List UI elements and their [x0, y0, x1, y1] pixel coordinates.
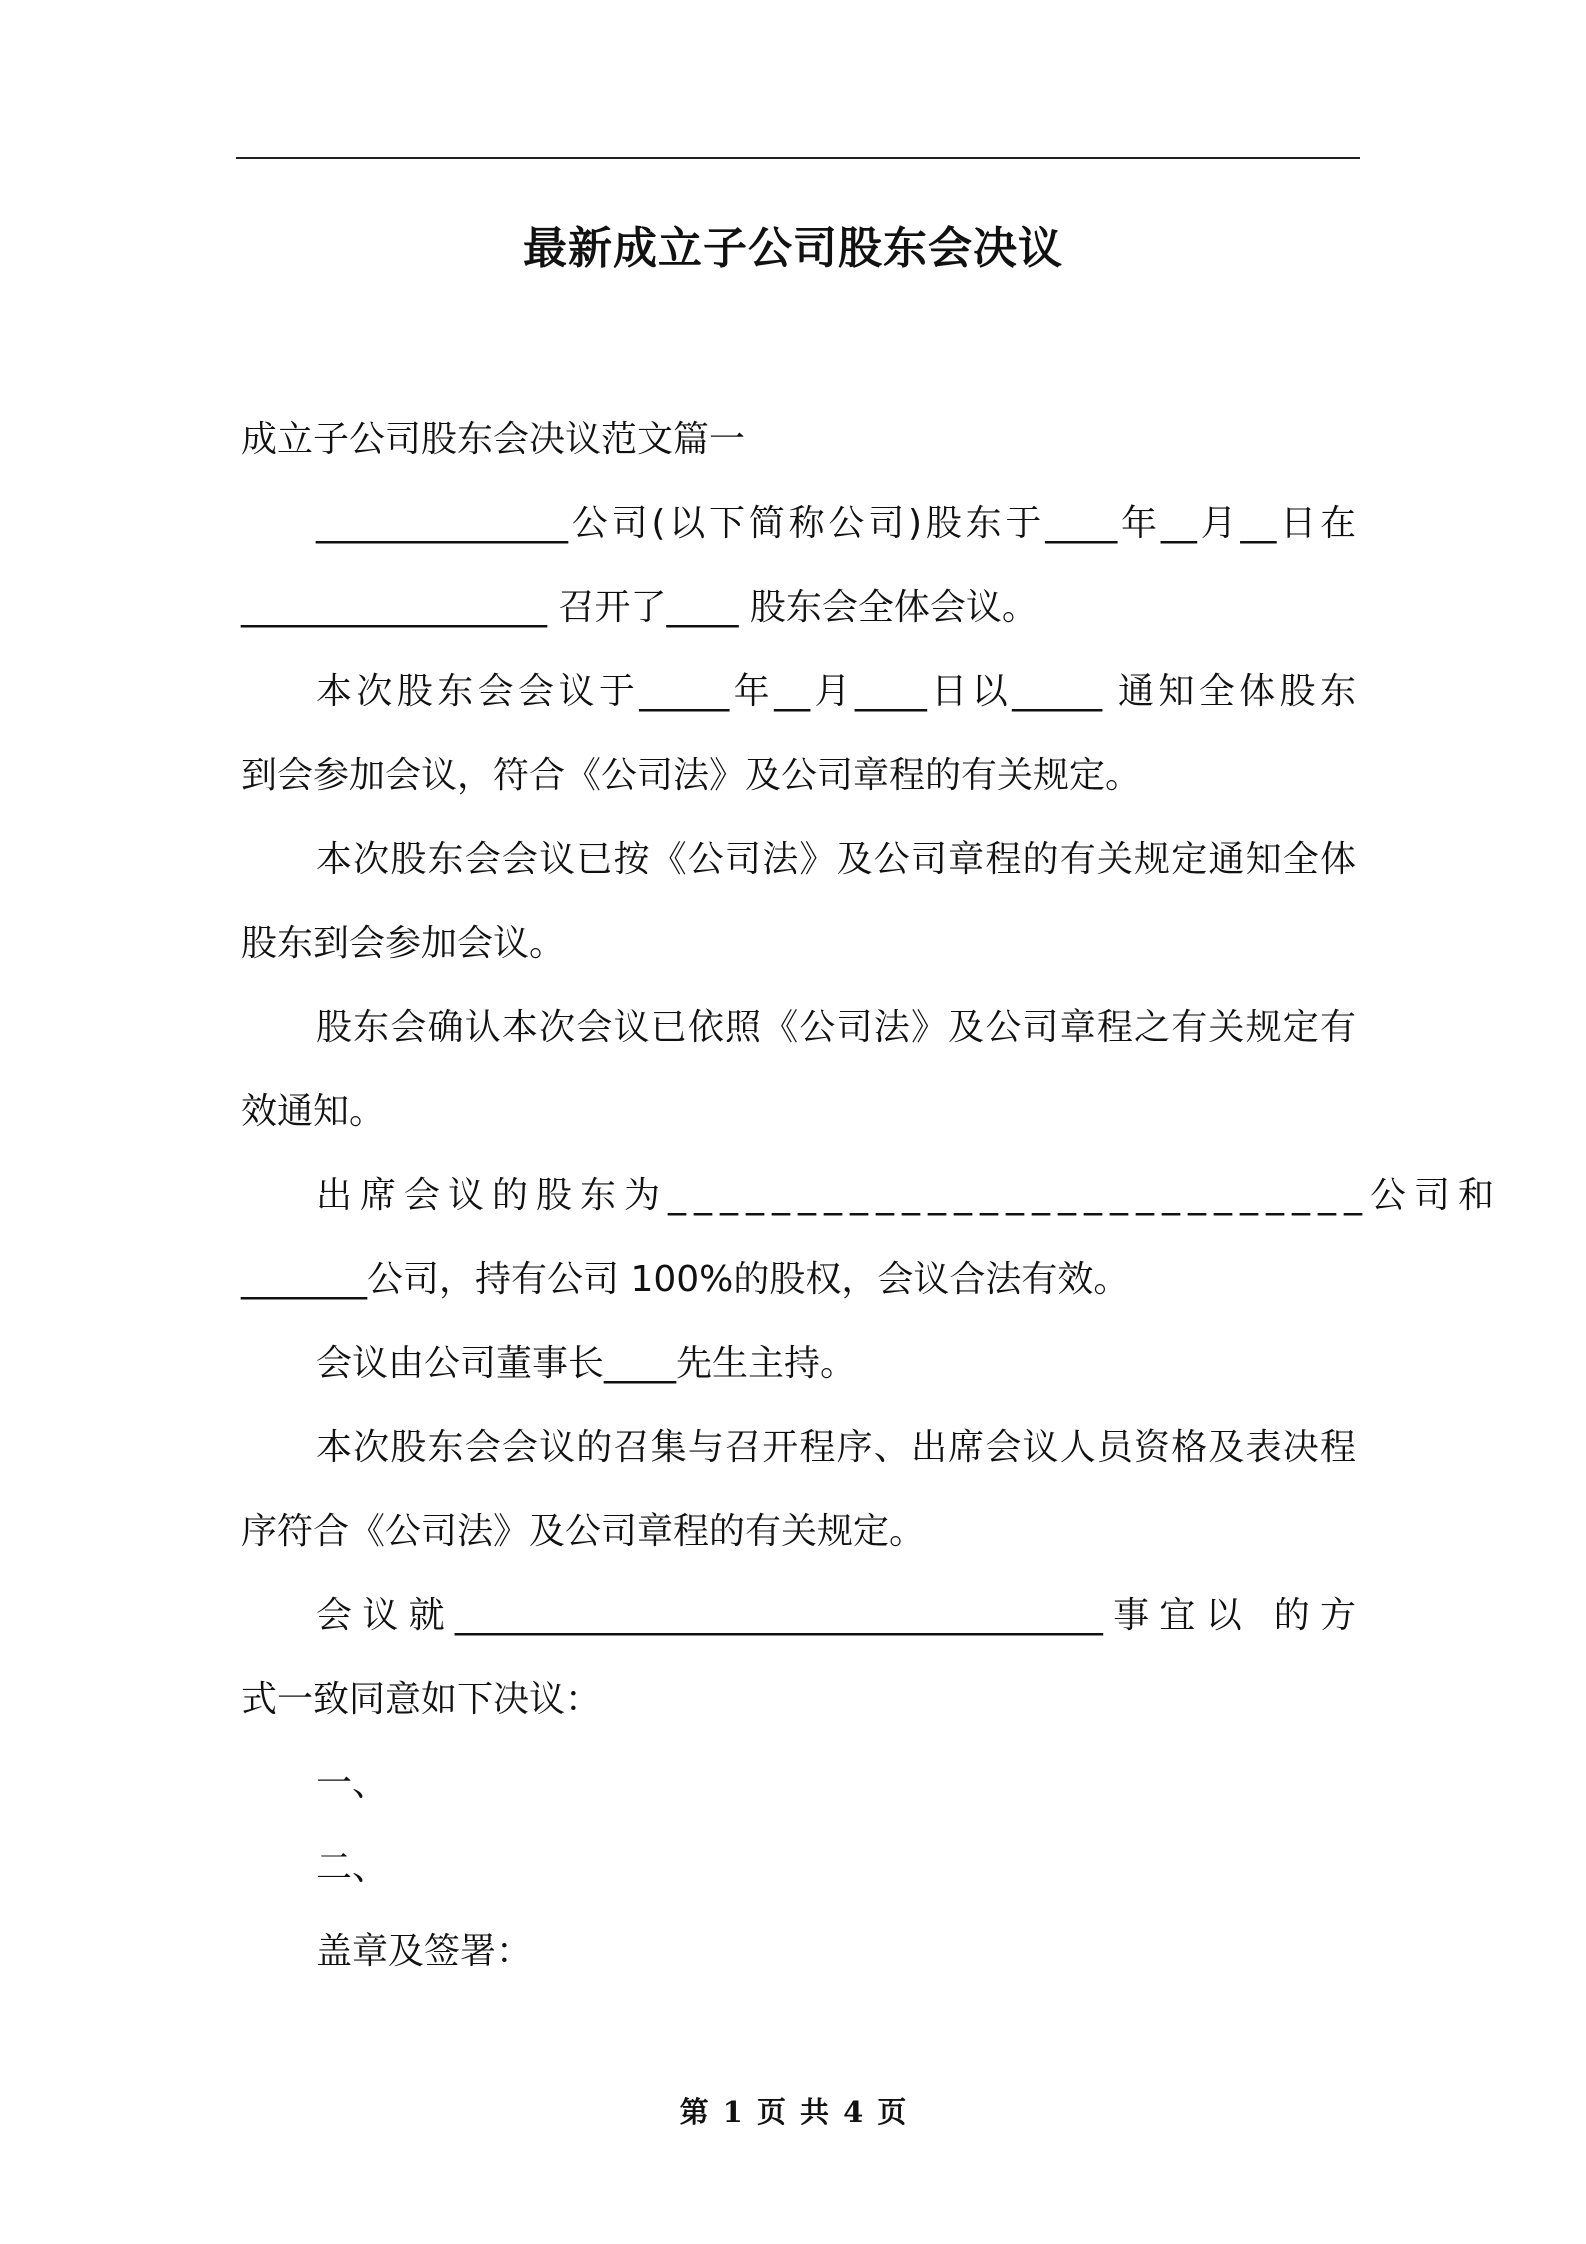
paragraph-line: 式一致同意如下决议：: [241, 1679, 602, 1720]
section-heading: 成立子公司股东会决议范文篇一: [241, 419, 746, 460]
paragraph-line: 到会参加会议，符合《公司法》及公司章程的有关规定。: [241, 755, 1142, 796]
resolution-item: 二、: [316, 1847, 389, 1888]
paragraph-line: 会议就____________________________________事宜以 的方: [316, 1595, 1356, 1636]
page-number: 第 1 页 共 4 页: [679, 2095, 907, 2129]
paragraph-line: 本次股东会会议的召集与召开程序、出席会议人员资格及表决程: [316, 1427, 1356, 1468]
signature-label: 盖章及签署：: [316, 1931, 533, 1972]
paragraph-line: _________________ 召开了____ 股东会全体会议。: [241, 587, 1038, 628]
document-body: [241, 398, 1503, 1994]
paragraph-line: 出席会议的股东为___________________________公司和: [316, 1175, 1503, 1216]
paragraph-line: 股东到会参加会议。: [241, 923, 566, 964]
paragraph-line: 序符合《公司法》及公司章程的有关规定。: [241, 1511, 926, 1552]
paragraph-line: 股东会确认本次会议已依照《公司法》及公司章程之有关规定有: [316, 1007, 1356, 1048]
header-rule: [236, 157, 1360, 159]
paragraph-line: 效通知。: [241, 1091, 386, 1132]
document-title: 最新成立子公司股东会决议: [523, 223, 1063, 274]
paragraph-line: 本次股东会会议于_____年__月____日以_____ 通知全体股东: [316, 671, 1356, 712]
resolution-item: 一、: [316, 1763, 389, 1804]
paragraph-line: 本次股东会会议已按《公司法》及公司章程的有关规定通知全体: [316, 839, 1356, 880]
paragraph-line: 会议由公司董事长____先生主持。: [316, 1343, 857, 1384]
paragraph-line: ______________公司(以下简称公司)股东于____年__月__日在: [316, 503, 1356, 544]
paragraph-line: _______公司，持有公司 100%的股权，会议合法有效。: [241, 1259, 1130, 1300]
